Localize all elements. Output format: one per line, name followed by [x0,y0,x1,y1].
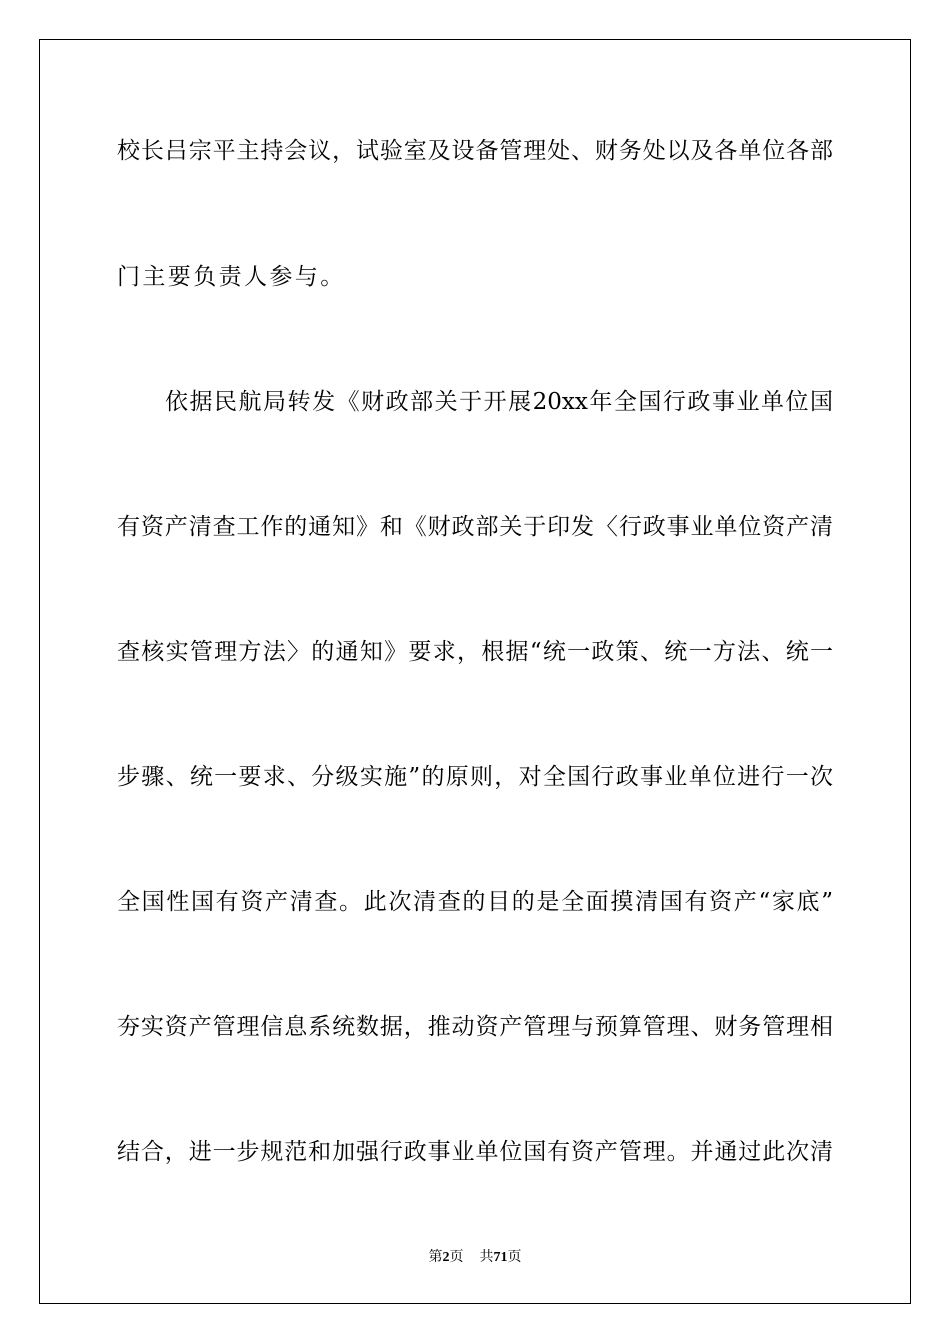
footer-total-pages: 71 [493,1250,508,1265]
body-line-1: 校长吕宗平主持会议，试验室及设备管理处、财务处以及各单位各部 [117,138,833,164]
body-line-2: 门主要负责人参与。 [117,264,346,290]
body-line-5: 查核实管理方法〉的通知》要求，根据“统一政策、统一方法、统一 [117,639,833,665]
page-border [39,39,911,1304]
footer-total-suffix: 页 [507,1249,522,1265]
body-line-3: 依据民航局转发《财政部关于开展20xx年全国行政事业单位国 [165,389,833,415]
body-line-8: 夯实资产管理信息系统数据，推动资产管理与预算管理、财务管理相 [117,1014,833,1040]
page-footer [0,1248,950,1267]
footer-page-suffix: 页 [449,1249,464,1265]
footer-page-number: 2 [442,1250,450,1265]
footer-total-prefix: 共 [479,1249,494,1265]
body-line-4: 有资产清查工作的通知》和《财政部关于印发〈行政事业单位资产清 [117,514,833,540]
body-line-6: 步骤、统一要求、分级实施”的原则，对全国行政事业单位进行一次 [117,764,833,790]
body-line-7: 全国性国有资产清查。此次清查的目的是全面摸清国有资产“家底” [117,889,833,915]
footer-page-prefix: 第 [428,1249,443,1265]
body-line-9: 结合，进一步规范和加强行政事业单位国有资产管理。并通过此次清 [117,1139,833,1165]
